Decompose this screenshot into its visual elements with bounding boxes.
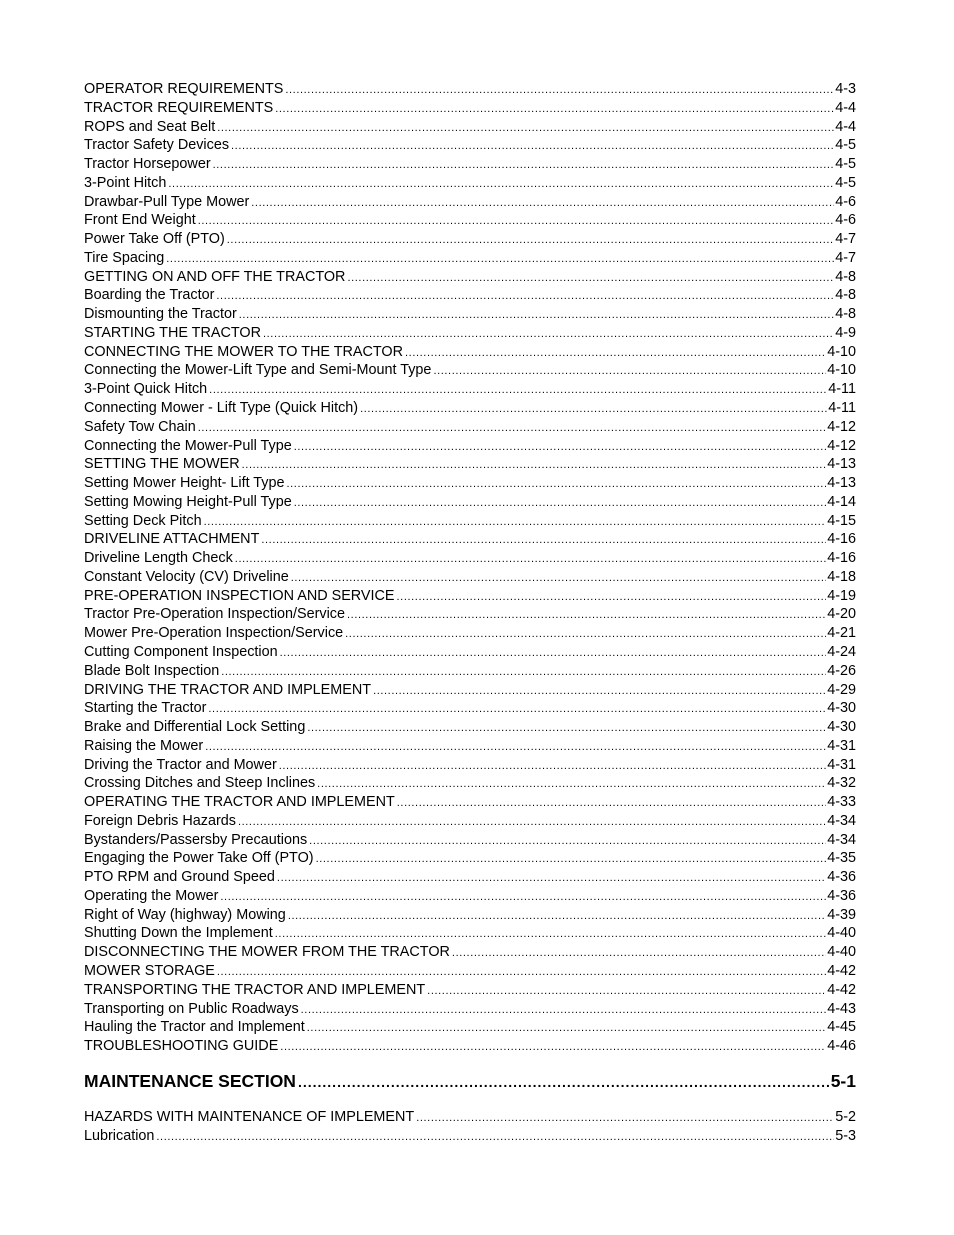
toc-entry[interactable] [84,906,856,925]
toc-entry-title: OPERATOR REQUIREMENTS [84,81,284,97]
dot-leader [291,569,826,587]
toc-entry-title: HAZARDS WITH MAINTENANCE OF IMPLEMENT [84,1109,415,1125]
toc-entry-page-number: 4-42 [827,962,856,979]
toc-entry-title: ROPS and Seat Belt [84,118,216,135]
toc-entry-title: DRIVELINE ATTACHMENT [84,531,260,548]
dot-leader [298,1071,829,1093]
toc-entry-page-number: 4-34 [827,812,856,829]
toc-entry-page-number: 4-43 [827,1000,856,1017]
dot-leader [360,400,827,418]
toc-entry-page-number: 4-5 [835,174,856,191]
toc-entry-page-number: 4-30 [827,719,856,736]
toc-entry-title: Tire Spacing [84,249,165,266]
toc-entry-title: STARTING THE TRACTOR [84,324,261,341]
dot-leader [168,175,834,193]
toc-entry-title: Starting the Tractor [84,700,207,717]
toc-entry[interactable] [84,587,856,606]
dot-leader [231,137,834,155]
toc-entry[interactable] [84,756,856,775]
toc-entry-page-number: 4-31 [827,737,856,754]
toc-entry[interactable] [84,324,856,343]
toc-entry-page-number: 4-6 [835,212,856,229]
dot-leader [345,625,826,643]
dot-leader [285,81,834,99]
toc-entry-page-number: 4-35 [827,850,856,867]
toc-entry-page-number: 4-29 [827,681,856,698]
toc-entry[interactable] [84,1037,856,1056]
section-page-number: 5-1 [830,1071,856,1091]
toc-entry-title: Foreign Debris Hazards [84,812,236,829]
toc-entry-title: TRANSPORTING THE TRACTOR AND IMPLEMENT [84,981,426,998]
toc-entry[interactable] [84,193,856,212]
toc-entry[interactable] [84,211,856,230]
dot-leader [309,832,826,850]
toc-entry-page-number: 4-46 [827,1038,856,1055]
toc-entry[interactable] [84,268,856,287]
toc-entry-page-number: 4-33 [827,794,856,811]
dot-leader [317,775,826,793]
toc-entry[interactable] [84,868,856,887]
toc-entry-page-number: 5-2 [835,1109,856,1125]
toc-entry-title: Shutting Down the Implement [84,925,273,942]
dot-leader [220,888,826,906]
toc-entry[interactable] [84,605,856,624]
toc-entry-page-number: 4-40 [827,944,856,961]
toc-entry-page-number: 4-16 [827,531,856,548]
dot-leader [209,381,827,399]
toc-entry-page-number: 4-34 [827,831,856,848]
dot-leader [166,250,834,268]
toc-entry-title: Driveline Length Check [84,550,233,567]
dot-leader [405,344,826,362]
toc-entry[interactable] [84,474,856,493]
dot-leader [452,944,826,962]
dot-leader [242,456,827,474]
toc-entry-title: Tractor Safety Devices [84,137,230,154]
dot-leader [397,588,827,606]
toc-entry-title: Engaging the Power Take Off (PTO) [84,850,314,867]
toc-entry[interactable] [84,286,856,305]
toc-entry-page-number: 4-4 [835,99,856,116]
toc-entry-title: OPERATING THE TRACTOR AND IMPLEMENT [84,794,395,811]
toc-entry-page-number: 4-8 [835,268,856,285]
toc-entry-page-number: 4-26 [827,662,856,679]
toc-entry-page-number: 4-8 [835,287,856,304]
dot-leader [347,269,834,287]
toc-entry[interactable] [84,493,856,512]
dot-leader [288,907,826,925]
toc-entry-title: Bystanders/Passersby Precautions [84,831,308,848]
toc-entry-title: Connecting Mower - Lift Type (Quick Hitch) [84,400,359,417]
section-title: MAINTENANCE SECTION [84,1071,296,1091]
toc-entry[interactable] [84,624,856,643]
toc-entry-page-number: 4-45 [827,1019,856,1036]
toc-entry-title: TRACTOR REQUIREMENTS [84,99,274,116]
toc-entry[interactable] [84,849,856,868]
toc-entry-title: Crossing Ditches and Steep Inclines [84,775,316,792]
dot-leader [275,100,834,118]
toc-entry-page-number: 4-10 [827,362,856,379]
dot-leader [287,475,827,493]
toc-entry-page-number: 4-7 [835,231,856,248]
toc-entry-page-number: 4-6 [835,193,856,210]
toc-entry-page-number: 4-11 [828,400,856,417]
toc-entry-title: Brake and Differential Lock Setting [84,719,306,736]
toc-entry-title: Transporting on Public Roadways [84,1000,299,1017]
toc-entry-page-number: 4-36 [827,869,856,886]
toc-entry-page-number: 4-31 [827,756,856,773]
toc-entry[interactable] [84,361,856,380]
toc-entry[interactable] [84,380,856,399]
toc-entry-title: DISCONNECTING THE MOWER FROM THE TRACTOR [84,944,450,961]
toc-entry[interactable] [84,1108,856,1127]
toc-entry[interactable] [84,887,856,906]
toc-entry[interactable] [84,1127,856,1146]
section-heading[interactable] [84,1070,856,1093]
toc-entry[interactable] [84,718,856,737]
dot-leader [275,925,826,943]
toc-entry[interactable] [84,699,856,718]
toc-entry[interactable] [84,774,856,793]
dot-leader [280,644,827,662]
toc-entry-title: DRIVING THE TRACTOR AND IMPLEMENT [84,681,372,698]
toc-entry-title: Hauling the Tractor and Implement [84,1019,305,1036]
toc-entry[interactable] [84,230,856,249]
toc-entry-page-number: 4-5 [835,156,856,173]
toc-entry-page-number: 4-3 [835,81,856,97]
dot-leader [397,794,826,812]
toc-entry-page-number: 4-13 [827,456,856,473]
dot-leader [205,738,826,756]
toc-entry[interactable] [84,418,856,437]
toc-entry[interactable] [84,118,856,137]
toc-entry[interactable] [84,80,856,99]
toc-entry-page-number: 4-10 [827,343,856,360]
dot-leader [277,869,826,887]
dot-leader [280,1038,826,1056]
toc-entry-page-number: 5-3 [835,1127,856,1144]
dot-leader [347,606,826,624]
toc-entry[interactable] [84,943,856,962]
toc-entry-page-number: 4-14 [827,493,856,510]
toc-entry-title: Tractor Horsepower [84,156,211,173]
toc-entry[interactable] [84,793,856,812]
toc-entry[interactable] [84,455,856,474]
dot-leader [301,1001,827,1019]
toc-entry-page-number: 4-21 [827,625,856,642]
dot-leader [217,119,834,137]
toc-entry-title: Driving the Tractor and Mower [84,756,277,773]
toc-entry-title: Blade Bolt Inspection [84,662,220,679]
toc-entry[interactable] [84,812,856,831]
toc-entry[interactable] [84,136,856,155]
toc-entry[interactable] [84,437,856,456]
toc-entry[interactable] [84,249,856,268]
toc-entry-title: Cutting Component Inspection [84,643,278,660]
table-of-contents [84,80,856,1056]
section-table-of-contents [84,1108,856,1146]
dot-leader [208,700,826,718]
toc-entry-title: Dismounting the Tractor [84,306,237,323]
toc-entry-title: CONNECTING THE MOWER TO THE TRACTOR [84,343,404,360]
dot-leader [251,194,834,212]
toc-entry[interactable] [84,305,856,324]
toc-entry-title: Setting Deck Pitch [84,512,202,529]
toc-entry[interactable] [84,343,856,362]
toc-entry-page-number: 4-18 [827,568,856,585]
dot-leader [294,438,826,456]
toc-entry[interactable] [84,155,856,174]
toc-entry-title: Tractor Pre-Operation Inspection/Service [84,606,346,623]
toc-entry-title: PTO RPM and Ground Speed [84,869,275,886]
toc-entry-title: SETTING THE MOWER [84,456,240,473]
toc-entry-title: Connecting the Mower-Pull Type [84,437,292,454]
toc-entry-title: Power Take Off (PTO) [84,231,225,248]
toc-entry-page-number: 4-39 [827,906,856,923]
toc-entry-title: Setting Mowing Height-Pull Type [84,493,292,510]
dot-leader [294,494,826,512]
dot-leader [307,719,826,737]
toc-entry-page-number: 4-30 [827,700,856,717]
toc-entry-page-number: 4-15 [827,512,856,529]
toc-entry-page-number: 4-7 [835,249,856,266]
toc-entry-page-number: 4-13 [827,475,856,492]
dot-leader [307,1019,826,1037]
toc-entry[interactable] [84,99,856,118]
toc-entry-page-number: 4-8 [835,306,856,323]
toc-entry-page-number: 4-24 [827,643,856,660]
dot-leader [198,419,826,437]
toc-entry[interactable] [84,681,856,700]
toc-entry[interactable] [84,549,856,568]
toc-entry[interactable] [84,643,856,662]
dot-leader [204,513,827,531]
toc-entry-title: Connecting the Mower-Lift Type and Semi-Mount Type [84,362,432,379]
toc-entry-title: Drawbar-Pull Type Mower [84,193,250,210]
toc-entry-page-number: 4-40 [827,925,856,942]
toc-entry-title: Front End Weight [84,212,196,229]
toc-entry-title: Constant Velocity (CV) Driveline [84,568,289,585]
dot-leader [316,850,827,868]
toc-entry-page-number: 4-11 [828,381,856,398]
toc-entry[interactable] [84,737,856,756]
toc-entry-page-number: 4-5 [835,137,856,154]
dot-leader [373,682,826,700]
toc-entry[interactable] [84,1018,856,1037]
toc-entry-title: Setting Mower Height- Lift Type [84,475,285,492]
toc-entry-title: Operating the Mower [84,887,219,904]
dot-leader [263,325,834,343]
toc-entry[interactable] [84,399,856,418]
toc-entry-title: Boarding the Tractor [84,287,215,304]
toc-entry-title: Right of Way (highway) Mowing [84,906,286,923]
toc-entry-title: Mower Pre-Operation Inspection/Service [84,625,344,642]
toc-entry-page-number: 4-12 [827,418,856,435]
toc-entry-title: Safety Tow Chain [84,418,196,435]
toc-entry-page-number: 4-42 [827,981,856,998]
toc-entry[interactable] [84,1000,856,1019]
toc-entry[interactable] [84,962,856,981]
dot-leader [261,531,826,549]
dot-leader [217,963,826,981]
dot-leader [433,362,826,380]
dot-leader [227,231,834,249]
toc-entry-title: GETTING ON AND OFF THE TRACTOR [84,268,346,285]
toc-entry-title: 3-Point Hitch [84,174,167,191]
toc-entry-title: Raising the Mower [84,737,204,754]
dot-leader [213,156,835,174]
toc-entry[interactable] [84,831,856,850]
toc-entry-page-number: 4-36 [827,887,856,904]
dot-leader [238,813,826,831]
toc-entry[interactable] [84,924,856,943]
dot-leader [221,663,826,681]
toc-entry-page-number: 4-4 [835,118,856,135]
dot-leader [427,982,826,1000]
toc-entry-title: Lubrication [84,1127,155,1144]
toc-entry[interactable] [84,530,856,549]
toc-entry[interactable] [84,512,856,531]
toc-entry-page-number: 4-19 [827,587,856,604]
dot-leader [235,550,826,568]
dot-leader [156,1128,834,1146]
toc-entry-title: 3-Point Quick Hitch [84,381,208,398]
toc-entry-title: TROUBLESHOOTING GUIDE [84,1038,279,1055]
toc-entry-title: MOWER STORAGE [84,962,215,979]
toc-entry[interactable] [84,174,856,193]
toc-entry-page-number: 4-12 [827,437,856,454]
toc-entry[interactable] [84,662,856,681]
dot-leader [239,306,834,324]
dot-leader [279,757,826,775]
toc-entry[interactable] [84,981,856,1000]
toc-entry-page-number: 4-20 [827,606,856,623]
toc-entry-page-number: 4-32 [827,775,856,792]
toc-entry-page-number: 4-16 [827,550,856,567]
toc-entry-title: PRE-OPERATION INSPECTION AND SERVICE [84,587,395,604]
toc-entry[interactable] [84,568,856,587]
dot-leader [416,1109,834,1127]
toc-entry-page-number: 4-9 [835,324,856,341]
dot-leader [198,212,834,230]
dot-leader [216,287,834,305]
